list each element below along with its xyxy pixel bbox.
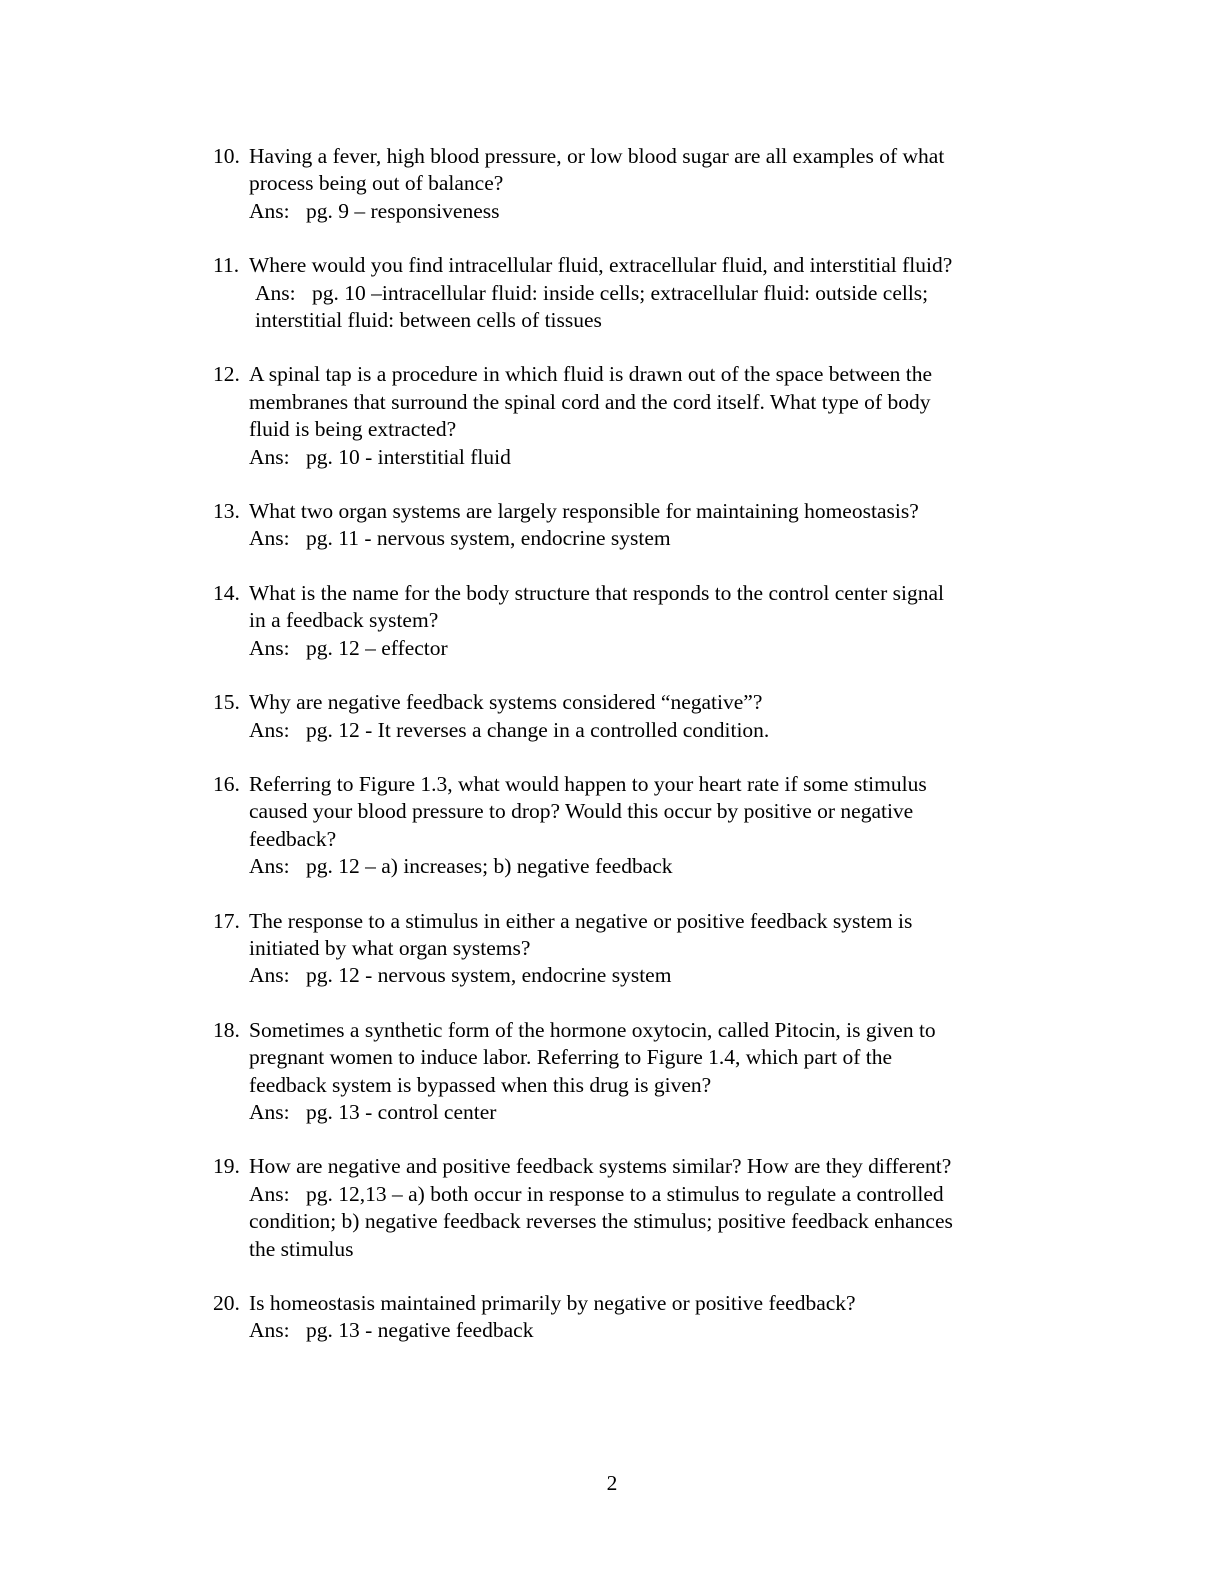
answer-text: pg. 11 - nervous system, endocrine system — [306, 526, 671, 551]
answer-text: pg. 12,13 – a) both occur in response to a stimulus to regulate a controlled — [306, 1181, 944, 1206]
question-number: 12. — [213, 362, 240, 387]
question-text-line: pregnant women to induce labor. Referring to Figure 1.4, which part of the — [249, 1045, 893, 1070]
answer-label: Ans: — [249, 526, 290, 551]
question-item — [213, 1153, 1043, 1263]
question-text-line: Sometimes a synthetic form of the hormone oxytocin, called Pitocin, is given to — [249, 1017, 936, 1042]
answer-label: Ans: — [249, 854, 290, 879]
question-text-line: How are negative and positive feedback systems similar? How are they different? — [249, 1154, 952, 1179]
question-text-line: caused your blood pressure to drop? Would this occur by positive or negative — [249, 799, 914, 824]
question-body — [249, 1290, 1043, 1345]
question-number: 13. — [213, 499, 240, 524]
answer-continuation: the stimulus — [249, 1236, 354, 1261]
answer-text: pg. 13 - control center — [306, 1099, 497, 1124]
answer-text: pg. 12 - It reverses a change in a controlled condition. — [306, 717, 770, 742]
answer-label: Ans: — [249, 635, 290, 660]
question-body — [249, 143, 1043, 225]
question-body — [249, 252, 1043, 334]
question-body — [249, 908, 1043, 990]
question-text-line: Is homeostasis maintained primarily by negative or positive feedback? — [249, 1291, 856, 1315]
question-text-line: process being out of balance? — [249, 171, 504, 196]
answer-label: Ans: — [255, 280, 296, 305]
answer-line — [249, 525, 1043, 552]
question-text-line: feedback system is bypassed when this drug is given? — [249, 1072, 712, 1097]
answer-label: Ans: — [249, 444, 290, 469]
answer-text: pg. 12 – a) increases; b) negative feedback — [306, 854, 673, 879]
question-body — [249, 361, 1043, 471]
question-number: 16. — [213, 771, 240, 796]
question-body — [249, 498, 1043, 553]
answer-line — [249, 635, 1043, 662]
question-item — [213, 252, 1043, 334]
question-text-line: Where would you find intracellular fluid, extracellular fluid, and interstitial fluid? — [249, 253, 953, 278]
answer-line — [249, 444, 1043, 471]
question-item — [213, 908, 1043, 990]
question-list — [213, 143, 1043, 1372]
answer-text: pg. 9 – responsiveness — [306, 198, 500, 223]
question-number: 20. — [213, 1291, 240, 1315]
question-number: 10. — [213, 144, 240, 168]
question-body — [249, 771, 1043, 881]
question-item — [213, 689, 1043, 744]
answer-label: Ans: — [249, 198, 290, 223]
answer-line — [249, 962, 1043, 989]
question-text-line: in a feedback system? — [249, 608, 439, 633]
answer-text: pg. 13 - negative feedback — [306, 1318, 534, 1343]
answer-text: pg. 12 - nervous system, endocrine system — [306, 963, 672, 988]
question-text-line: membranes that surround the spinal cord and the cord itself. What type of body — [249, 389, 931, 414]
answer-text: pg. 10 - interstitial fluid — [306, 444, 511, 469]
question-text-line: fluid is being extracted? — [249, 417, 457, 442]
answer-continuation: condition; b) negative feedback reverses the stimulus; positive feedback enhances — [249, 1209, 953, 1234]
question-item — [213, 1017, 1043, 1127]
question-number: 11. — [213, 253, 240, 278]
question-text-line: feedback? — [249, 826, 337, 851]
answer-text: pg. 10 –intracellular fluid: inside cells; extracellular fluid: outside cells; — [312, 280, 929, 305]
answer-label: Ans: — [249, 963, 290, 988]
answer-line — [249, 1317, 1043, 1344]
answer-line — [249, 280, 1043, 307]
question-text-line: Having a fever, high blood pressure, or low blood sugar are all examples of what — [249, 144, 945, 168]
answer-label: Ans: — [249, 1099, 290, 1124]
page-number: 2 — [606, 1471, 618, 1495]
question-number: 15. — [213, 690, 240, 715]
question-item — [213, 580, 1043, 662]
question-text-line: The response to a stimulus in either a negative or positive feedback system is — [249, 908, 913, 933]
answer-text: pg. 12 – effector — [306, 635, 448, 660]
question-item — [213, 1290, 1043, 1345]
question-text-line: What is the name for the body structure that responds to the control center signal — [249, 580, 944, 605]
question-number: 18. — [213, 1017, 240, 1042]
answer-line — [249, 1181, 1043, 1208]
answer-label: Ans: — [249, 1318, 290, 1343]
question-text-line: Referring to Figure 1.3, what would happen to your heart rate if some stimulus — [249, 771, 927, 796]
answer-line — [249, 717, 1043, 744]
question-body — [249, 1017, 1043, 1127]
answer-label: Ans: — [249, 717, 290, 742]
question-number: 14. — [213, 580, 240, 605]
question-body — [249, 580, 1043, 662]
question-body — [249, 1153, 1043, 1263]
answer-line — [249, 198, 1043, 225]
answer-label: Ans: — [249, 1181, 290, 1206]
question-text-line: Why are negative feedback systems considered “negative”? — [249, 690, 763, 715]
question-text-line: A spinal tap is a procedure in which fluid is drawn out of the space between the — [249, 362, 933, 387]
question-body — [249, 689, 1043, 744]
question-item — [213, 498, 1043, 553]
question-number: 17. — [213, 908, 240, 933]
question-item — [213, 143, 1043, 225]
question-item — [213, 361, 1043, 471]
question-item — [213, 771, 1043, 881]
question-text-line: What two organ systems are largely responsible for maintaining homeostasis? — [249, 499, 919, 524]
answer-line — [249, 853, 1043, 880]
question-number: 19. — [213, 1154, 240, 1179]
answer-continuation: interstitial fluid: between cells of tissues — [255, 308, 602, 333]
answer-line — [249, 1099, 1043, 1126]
question-text-line: initiated by what organ systems? — [249, 935, 531, 960]
